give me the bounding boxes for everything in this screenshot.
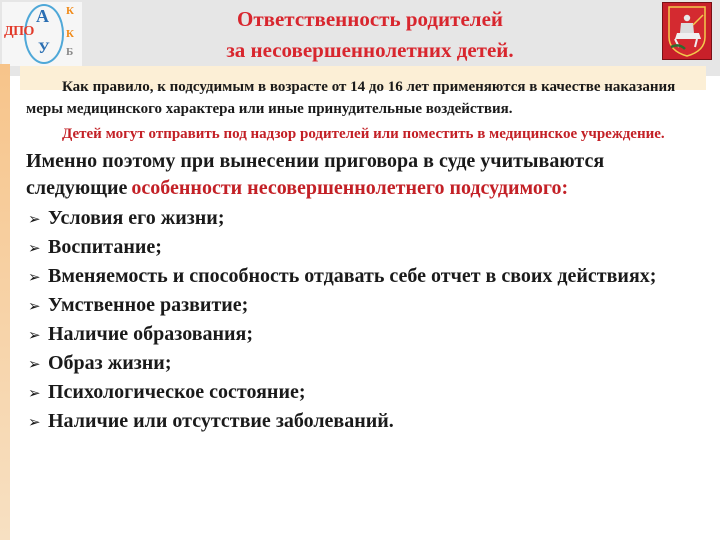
title-line-2: за несовершеннолетних детей. xyxy=(226,38,514,62)
list-item-text: Вменяемость и способность отдавать себе отчет в своих действиях; xyxy=(48,265,657,287)
list-item xyxy=(26,234,698,262)
arrow-bullet-icon: ➢ xyxy=(28,268,41,286)
list-item-text: Наличие или отсутствие заболеваний. xyxy=(48,410,394,432)
list-item-text: Умственное развитие; xyxy=(48,294,249,316)
list-item-text: Наличие образования; xyxy=(48,323,254,345)
paragraph-1-text: Как правило, к подсудимым в возрасте от 14 до 16 лет применяются в качестве наказания меры медицинского характера или иные принудительные воздействия. xyxy=(26,79,676,117)
slide-title xyxy=(110,4,630,66)
left-accent-bar xyxy=(0,64,10,540)
logo-letters-dpo: ДПО xyxy=(4,24,34,39)
paragraph-2-text: Именно поэтому при вынесении приговора в суде учитываются следующие xyxy=(26,150,605,199)
logo-letter-k2: К xyxy=(66,28,74,40)
logo-letter-k1: К xyxy=(66,5,74,17)
list-item-text: Психологическое состояние; xyxy=(48,381,306,403)
dposou-logo xyxy=(2,2,82,66)
arrow-bullet-icon: ➢ xyxy=(28,239,41,257)
list-item xyxy=(26,379,698,407)
logo-letter-a: А xyxy=(36,6,49,26)
list-item xyxy=(26,408,698,436)
list-item-text: Образ жизни; xyxy=(48,352,172,374)
arrow-bullet-icon: ➢ xyxy=(28,210,41,228)
slide-content xyxy=(26,76,698,437)
arrow-bullet-icon: ➢ xyxy=(28,326,41,344)
list-item xyxy=(26,263,698,291)
list-item-text: Условия его жизни; xyxy=(48,207,225,229)
factors-list xyxy=(26,205,698,436)
arrow-bullet-icon: ➢ xyxy=(28,297,41,315)
moscow-coat-of-arms-icon xyxy=(662,2,712,60)
arrow-bullet-icon: ➢ xyxy=(28,355,41,373)
paragraph-1 xyxy=(26,76,698,120)
arrow-bullet-icon: ➢ xyxy=(28,413,41,431)
coat-of-arms-graphic xyxy=(663,3,711,59)
list-item xyxy=(26,350,698,378)
list-item xyxy=(26,292,698,320)
paragraph-2-red-text-2: особенности несовершеннолетнего подсудимого: xyxy=(131,177,569,199)
logo-letter-b: Б xyxy=(66,46,74,58)
logo-letter-u: У xyxy=(38,40,50,57)
arrow-bullet-icon: ➢ xyxy=(28,384,41,402)
list-item-text: Воспитание; xyxy=(48,236,162,258)
list-item xyxy=(26,321,698,349)
paragraph-2 xyxy=(26,121,698,202)
title-line-1: Ответственность родителей xyxy=(236,7,503,31)
list-item xyxy=(26,205,698,233)
paragraph-2-red-text: Детей могут отправить под надзор родителей или поместить в медицинское учреждение. xyxy=(62,126,665,142)
